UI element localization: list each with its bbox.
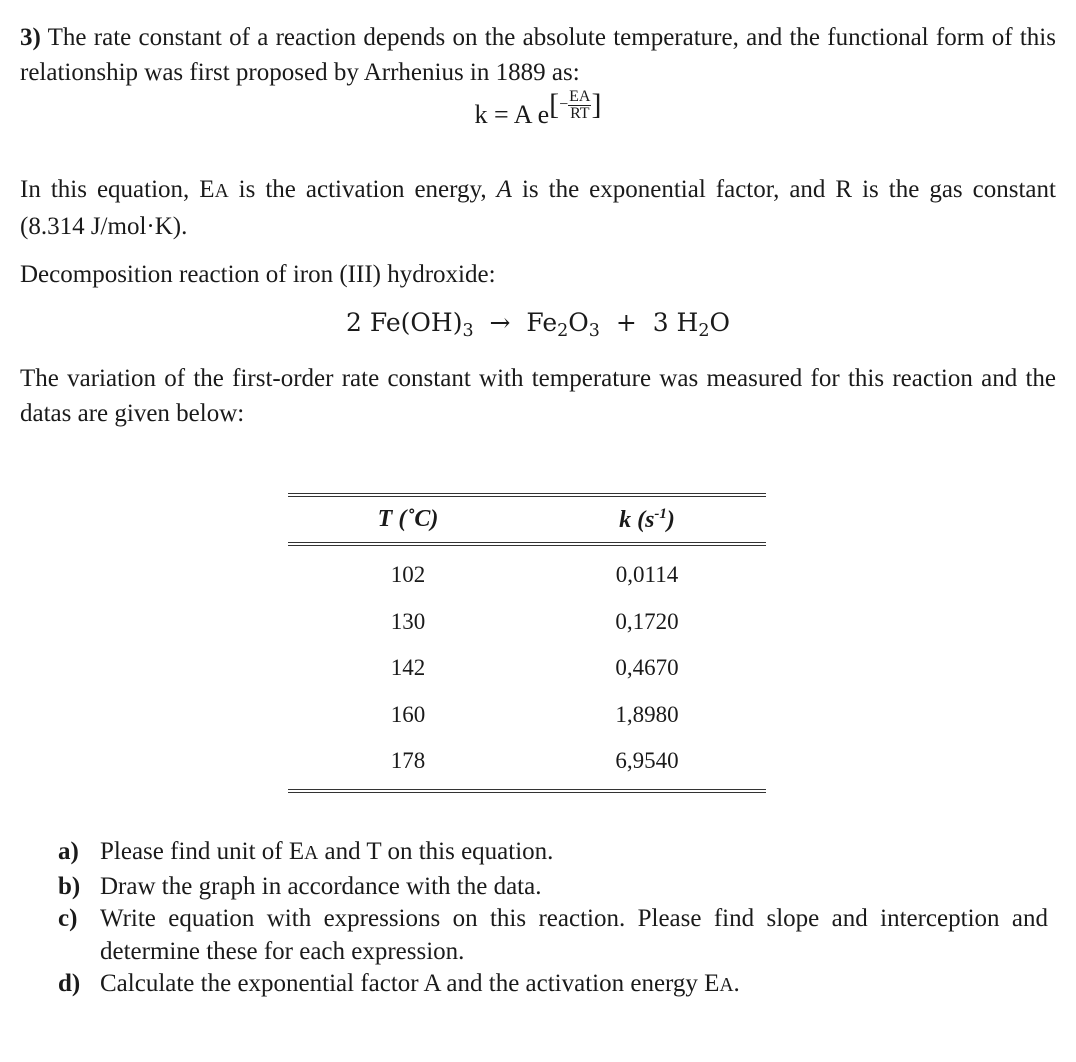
ea-subscript: A bbox=[214, 181, 229, 202]
cell-temperature: 142 bbox=[390, 655, 426, 681]
product-1-sub-2: 3 bbox=[588, 321, 600, 341]
definitions-text-2: is the activation energy, bbox=[228, 176, 497, 203]
question-text-post: . bbox=[733, 970, 740, 997]
cell-rate-constant: 0,1720 bbox=[615, 608, 679, 634]
question-text-pre: Please find unit of E bbox=[100, 838, 305, 865]
problem-number: 3) bbox=[20, 24, 41, 51]
problem-intro-text: The rate constant of a reaction depends on the absolute temperature, and the functional form of this relationship was first proposed by Arrhenius in 1889 as: bbox=[20, 24, 1056, 86]
cell-temperature: 130 bbox=[390, 608, 426, 634]
product-1-oxygen: O bbox=[568, 308, 589, 337]
exponent-numerator: EA bbox=[569, 87, 591, 105]
exponent-sign: − bbox=[559, 96, 569, 113]
data-table bbox=[288, 493, 766, 793]
header-k-sup: -1 bbox=[654, 505, 667, 522]
question-text-pre: Calculate the exponential factor A and the activation energy E bbox=[100, 970, 720, 997]
list-item bbox=[58, 968, 1048, 1003]
question-text-pre: Write equation with expressions on this reaction. Please find slope and interception and determine these for each expression. bbox=[100, 905, 1048, 965]
table-body bbox=[288, 546, 766, 789]
product-1-sub-1: 2 bbox=[557, 321, 569, 341]
cell-temperature: 160 bbox=[390, 701, 426, 727]
question-label: d) bbox=[58, 970, 81, 997]
cell-temperature: 102 bbox=[390, 562, 426, 588]
question-text-post: and T on this equation. bbox=[318, 838, 554, 865]
definitions-paragraph bbox=[20, 172, 1056, 244]
table-row bbox=[288, 738, 766, 785]
cell-rate-constant: 1,8980 bbox=[615, 701, 679, 727]
header-rate-constant bbox=[528, 506, 766, 534]
questions-list bbox=[58, 836, 1048, 1003]
question-text bbox=[100, 836, 1048, 871]
arrhenius-equation bbox=[0, 87, 1076, 160]
plus-sign: + bbox=[615, 308, 637, 337]
question-label: c) bbox=[58, 905, 78, 932]
question-label: a) bbox=[58, 838, 79, 865]
header-k-text: k (s bbox=[619, 506, 655, 533]
header-k-close: ) bbox=[666, 506, 675, 533]
question-text bbox=[100, 968, 1048, 1003]
question-subscript: A bbox=[719, 975, 734, 996]
definitions-text-1: In this equation, E bbox=[20, 176, 215, 203]
header-temperature: T (˚C) bbox=[377, 506, 439, 532]
reactant-subscript: 3 bbox=[462, 321, 474, 341]
reactant: 2 Fe(OH) bbox=[346, 308, 463, 337]
question-label: b) bbox=[58, 872, 81, 900]
table-bottom-rule bbox=[288, 789, 766, 793]
reaction-equation bbox=[0, 308, 1076, 341]
question-text bbox=[100, 903, 1048, 968]
cell-rate-constant: 6,9540 bbox=[615, 748, 679, 774]
list-item bbox=[58, 836, 1048, 871]
cell-rate-constant: 0,0114 bbox=[615, 562, 679, 588]
question-subscript: A bbox=[304, 843, 319, 864]
list-item bbox=[58, 903, 1048, 968]
product-2-sub: 2 bbox=[698, 321, 710, 341]
a-symbol: A bbox=[496, 176, 512, 203]
table-header-row bbox=[288, 497, 766, 542]
cell-rate-constant: 0,4670 bbox=[615, 655, 679, 681]
table-row bbox=[288, 599, 766, 646]
reaction-arrow: → bbox=[489, 308, 511, 337]
product-2-oxygen: O bbox=[709, 308, 730, 337]
equation-lhs: k = A e bbox=[474, 100, 550, 129]
question-text-pre: Draw the graph in accordance with the data. bbox=[100, 872, 542, 900]
definitions-text-3: is the exponential factor, and R is the gas constant (8.314 J/mol·K). bbox=[20, 176, 1056, 240]
table-row bbox=[288, 692, 766, 739]
product-1: Fe bbox=[526, 308, 558, 337]
exponent-denominator: RT bbox=[570, 104, 590, 122]
equation-exponent: [− $\frac{EA}{RT}$ ] bbox=[549, 87, 602, 122]
reaction-heading: Decomposition reaction of iron (III) hydroxide: bbox=[20, 261, 496, 288]
data-intro: The variation of the first-order rate constant with temperature was measured for this reaction and the datas are given below: bbox=[20, 365, 1056, 427]
question-text bbox=[100, 871, 1048, 904]
list-item bbox=[58, 871, 1048, 904]
table-row bbox=[288, 552, 766, 599]
cell-temperature: 178 bbox=[390, 748, 426, 774]
product-2: 3 H bbox=[652, 308, 699, 337]
table-row bbox=[288, 645, 766, 692]
problem-intro bbox=[20, 20, 1056, 90]
